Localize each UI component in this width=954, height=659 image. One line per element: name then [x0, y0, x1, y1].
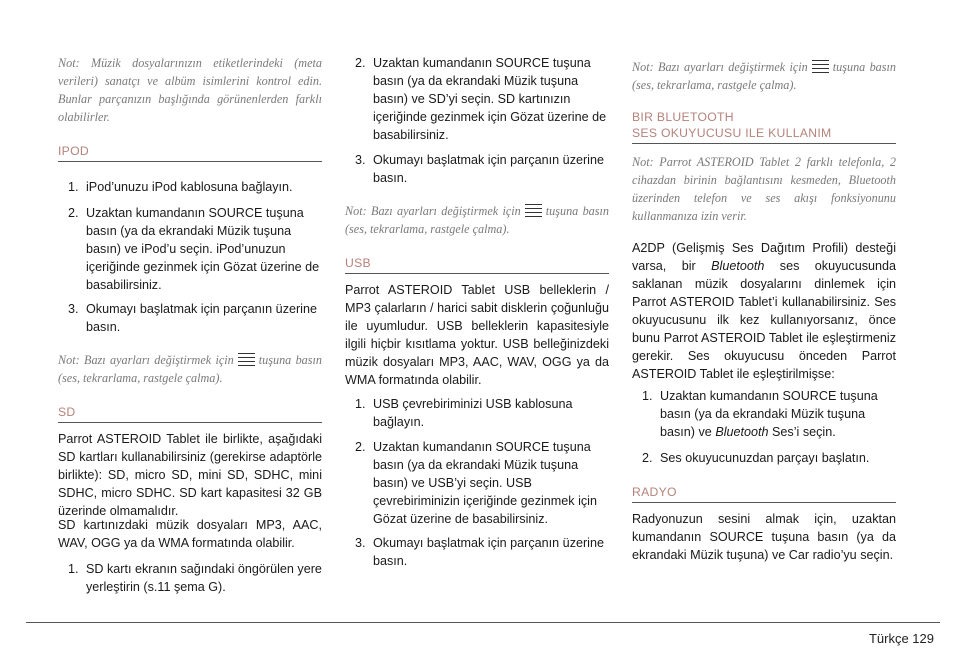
- page-number: Türkçe 129: [868, 631, 934, 646]
- menu-icon: [812, 60, 829, 73]
- list-text-part: Uzaktan kumandanın SOURCE tuşuna basın (ya da ekrandaki Müzik tuşuna basın) ve: [660, 389, 878, 439]
- section-heading-sd: SD: [58, 404, 322, 423]
- list-number: 1.: [355, 397, 366, 411]
- paragraph-text: A2DP (Gelişmiş Ses Dağıtım Profili) desteği varsa, bir: [632, 241, 896, 273]
- sd-paragraph: SD kartınızdaki müzik dosyaları MP3, AAC, WAV, OGG ya da WMA formatında olabilir.: [58, 518, 322, 550]
- list-number: 2.: [642, 451, 653, 465]
- note-settings-text: tuşuna basın (ses, tekrarlama, rastgele çalma).: [632, 60, 896, 92]
- list-text: Uzaktan kumandanın SOURCE tuşuna basın (ya da ekrandaki Müzik tuşuna basın) ve iPod’u seçin. iPod’unuzun içeriğinde gezinmek için Gözat üzerine de basabilirsiniz.: [86, 206, 320, 292]
- list-number: 1.: [68, 180, 79, 194]
- section-heading-ipod: IPOD: [58, 143, 322, 162]
- note-metadata: Not: Müzik dosyalarınızın etiketlerindeki (meta verileri) sanatçı ve albüm isimlerini kontrol edin. Bunlar parçanızın başlığında görünenlerden farklı olabilirler.: [58, 56, 322, 124]
- list-text: Okumayı başlatmak için parçanın üzerine basın.: [373, 153, 604, 185]
- note-settings-text: tuşuna basın (ses, tekrarlama, rastgele çalma).: [58, 353, 322, 385]
- note-settings-text: Not: Bazı ayarları değiştirmek için: [345, 204, 521, 218]
- menu-icon: [525, 204, 542, 217]
- note-settings: [345, 202, 609, 238]
- section-heading-bluetooth: [632, 109, 896, 144]
- list-text: Uzaktan kumandanın SOURCE tuşuna basın (ya da ekrandaki Müzik tuşuna basın) ve SD’yi seçin. SD kartınızın içeriğinde gezinmek için Gözat üzerine de basabilirsiniz.: [373, 56, 607, 142]
- list-number: 1.: [642, 389, 653, 403]
- list-text-part: Ses’i seçin.: [772, 425, 836, 439]
- list-number: 2.: [355, 56, 366, 70]
- list-text: Okumayı başlatmak için parçanın üzerine basın.: [86, 302, 317, 334]
- radio-paragraph: Radyonuzun sesini almak için, uzaktan kumandanın SOURCE tuşuna basın (ya da ekrandaki Müzik tuşuna) ve Car radio’yu seçin.: [632, 512, 896, 562]
- note-settings: [632, 58, 896, 94]
- note-settings-text: tuşuna basın (ses, tekrarlama, rastgele çalma).: [345, 204, 609, 236]
- list-number: 3.: [355, 153, 366, 167]
- list-text: Uzaktan kumandanın SOURCE tuşuna basın (ya da ekrandaki Müzik tuşuna basın) ve USB’yi seçin. USB çevrebiriminizin içeriğinde gezinmek için Gözat üzerine de basabilirsiniz.: [373, 440, 597, 526]
- usb-paragraph: Parrot ASTEROID Tablet USB belleklerin / MP3 çalarların / harici sabit disklerin çoğunluğu ile uyumludur. USB belleklerin kapasitesiyle ilgili hiçbir kısıtlama yoktur. USB belleğinizdeki müzik dosyaları MP3, AAC, WAV, OGG ya da WMA formatında olabilir.: [345, 283, 609, 387]
- sd-paragraph: Parrot ASTEROID Tablet ile birlikte, aşağıdaki SD kartları kullanabilirsiniz (gerekirse adaptörle birlikte): SD, micro SD, mini SD, SDHC, mini SDHC, micro SDHC. SD kart kapasitesi 32 GB üzerinde olmamalıdır.: [58, 432, 322, 518]
- section-heading-line: BIR BLUETOOTH: [632, 110, 734, 124]
- paragraph-text: ses okuyucusunda saklanan müzik dosyalarını dinlemek için Parrot ASTEROID Tablet’i kullanabilirsiniz. Ses okuyucusunu ilk kez kullanıyorsanız, önce bunu Parrot ASTEROID Tablet ile eşleştirmeniz gerekir. Ses okuyucusu önceden Parrot ASTEROID Tablet ile eşleştirilmişse:: [632, 259, 897, 381]
- list-number: 3.: [68, 302, 79, 316]
- list-text-emphasis: Bluetooth: [715, 425, 769, 439]
- note-settings-text: Not: Bazı ayarları değiştirmek için: [632, 60, 808, 74]
- section-heading-usb: USB: [345, 255, 609, 274]
- bluetooth-paragraph: [632, 239, 896, 383]
- list-number: 3.: [355, 536, 366, 550]
- list-text: SD kartı ekranın sağındaki öngörülen yere yerleştirin (s.11 şema G).: [86, 562, 322, 594]
- list-text: Ses okuyucunuzdan parçayı başlatın.: [660, 451, 870, 465]
- bluetooth-note: Not: Parrot ASTEROID Tablet 2 farklı telefonla, 2 cihazdan birinin bağlantısını kesmeden, Bluetooth üzerinden telefon ve ses akışı fonksiyonunu kullanmanıza izin verir.: [632, 155, 896, 223]
- list-number: 2.: [68, 206, 79, 220]
- list-number: 1.: [68, 562, 79, 576]
- list-text: [660, 387, 896, 441]
- list-text: USB çevrebiriminizi USB kablosuna bağlayın.: [373, 397, 573, 429]
- section-heading-radio: RADYO: [632, 484, 896, 503]
- paragraph-emphasis: Bluetooth: [711, 259, 765, 273]
- section-heading-line: SES OKUYUCUSU ILE KULLANIM: [632, 126, 832, 140]
- list-number: 2.: [355, 440, 366, 454]
- menu-icon: [238, 353, 255, 366]
- list-text: Okumayı başlatmak için parçanın üzerine basın.: [373, 536, 604, 568]
- footer-divider: [26, 622, 940, 623]
- note-settings-text: Not: Bazı ayarları değiştirmek için: [58, 353, 234, 367]
- list-text: iPod’unuzu iPod kablosuna bağlayın.: [86, 180, 293, 194]
- note-settings: [58, 351, 322, 387]
